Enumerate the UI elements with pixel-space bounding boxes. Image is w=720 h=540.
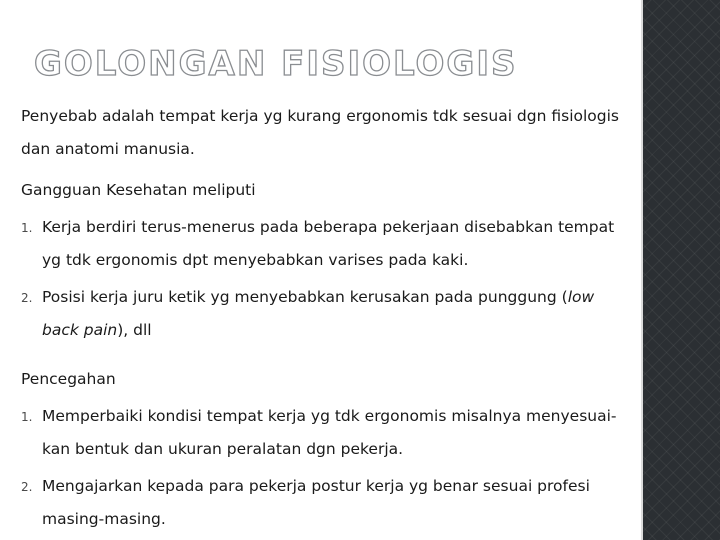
intro-paragraph: Penyebab adalah tempat kerja yg kurang ergonomis tdk sesuai dgn fisiologis dan anatomi manusia. bbox=[21, 107, 619, 158]
slide-title: GOLONGAN FISIOLOGIS bbox=[34, 44, 518, 84]
pencegahan-list bbox=[21, 400, 633, 536]
section-heading-pencegahan: Pencegahan bbox=[21, 370, 116, 388]
list-item bbox=[21, 470, 633, 536]
list-item-text-start: Posisi kerja juru ketik yg menyebabkan kerusakan pada punggung ( bbox=[42, 288, 568, 306]
decorative-side-band bbox=[641, 0, 720, 540]
gangguan-list bbox=[21, 211, 633, 347]
section-heading-gangguan: Gangguan Kesehatan meliputi bbox=[21, 181, 256, 199]
list-number: 1. bbox=[21, 221, 33, 235]
list-item-text: Kerja berdiri terus-menerus pada beberapa pekerjaan disebabkan tempat yg tdk ergonomis dpt menyebabkan varises pada kaki. bbox=[42, 218, 615, 269]
list-number: 2. bbox=[21, 291, 33, 305]
list-item bbox=[21, 211, 633, 277]
slide-body bbox=[21, 100, 633, 536]
list-item-text: Mengajarkan kepada para pekerja postur kerja yg benar sesuai profesi masing-masing. bbox=[42, 477, 590, 528]
list-item-text bbox=[42, 288, 594, 339]
list-item bbox=[21, 400, 633, 466]
italic-term: low back pain bbox=[42, 288, 595, 339]
list-number: 2. bbox=[21, 480, 33, 494]
list-item-text: Memperbaiki kondisi tempat kerja yg tdk ergonomis misalnya menyesuai-kan bentuk dan ukuran peralatan dgn pekerja. bbox=[42, 407, 617, 458]
list-item-text-end: ), dll bbox=[117, 321, 152, 339]
list-number: 1. bbox=[21, 410, 33, 424]
list-item bbox=[21, 281, 633, 347]
